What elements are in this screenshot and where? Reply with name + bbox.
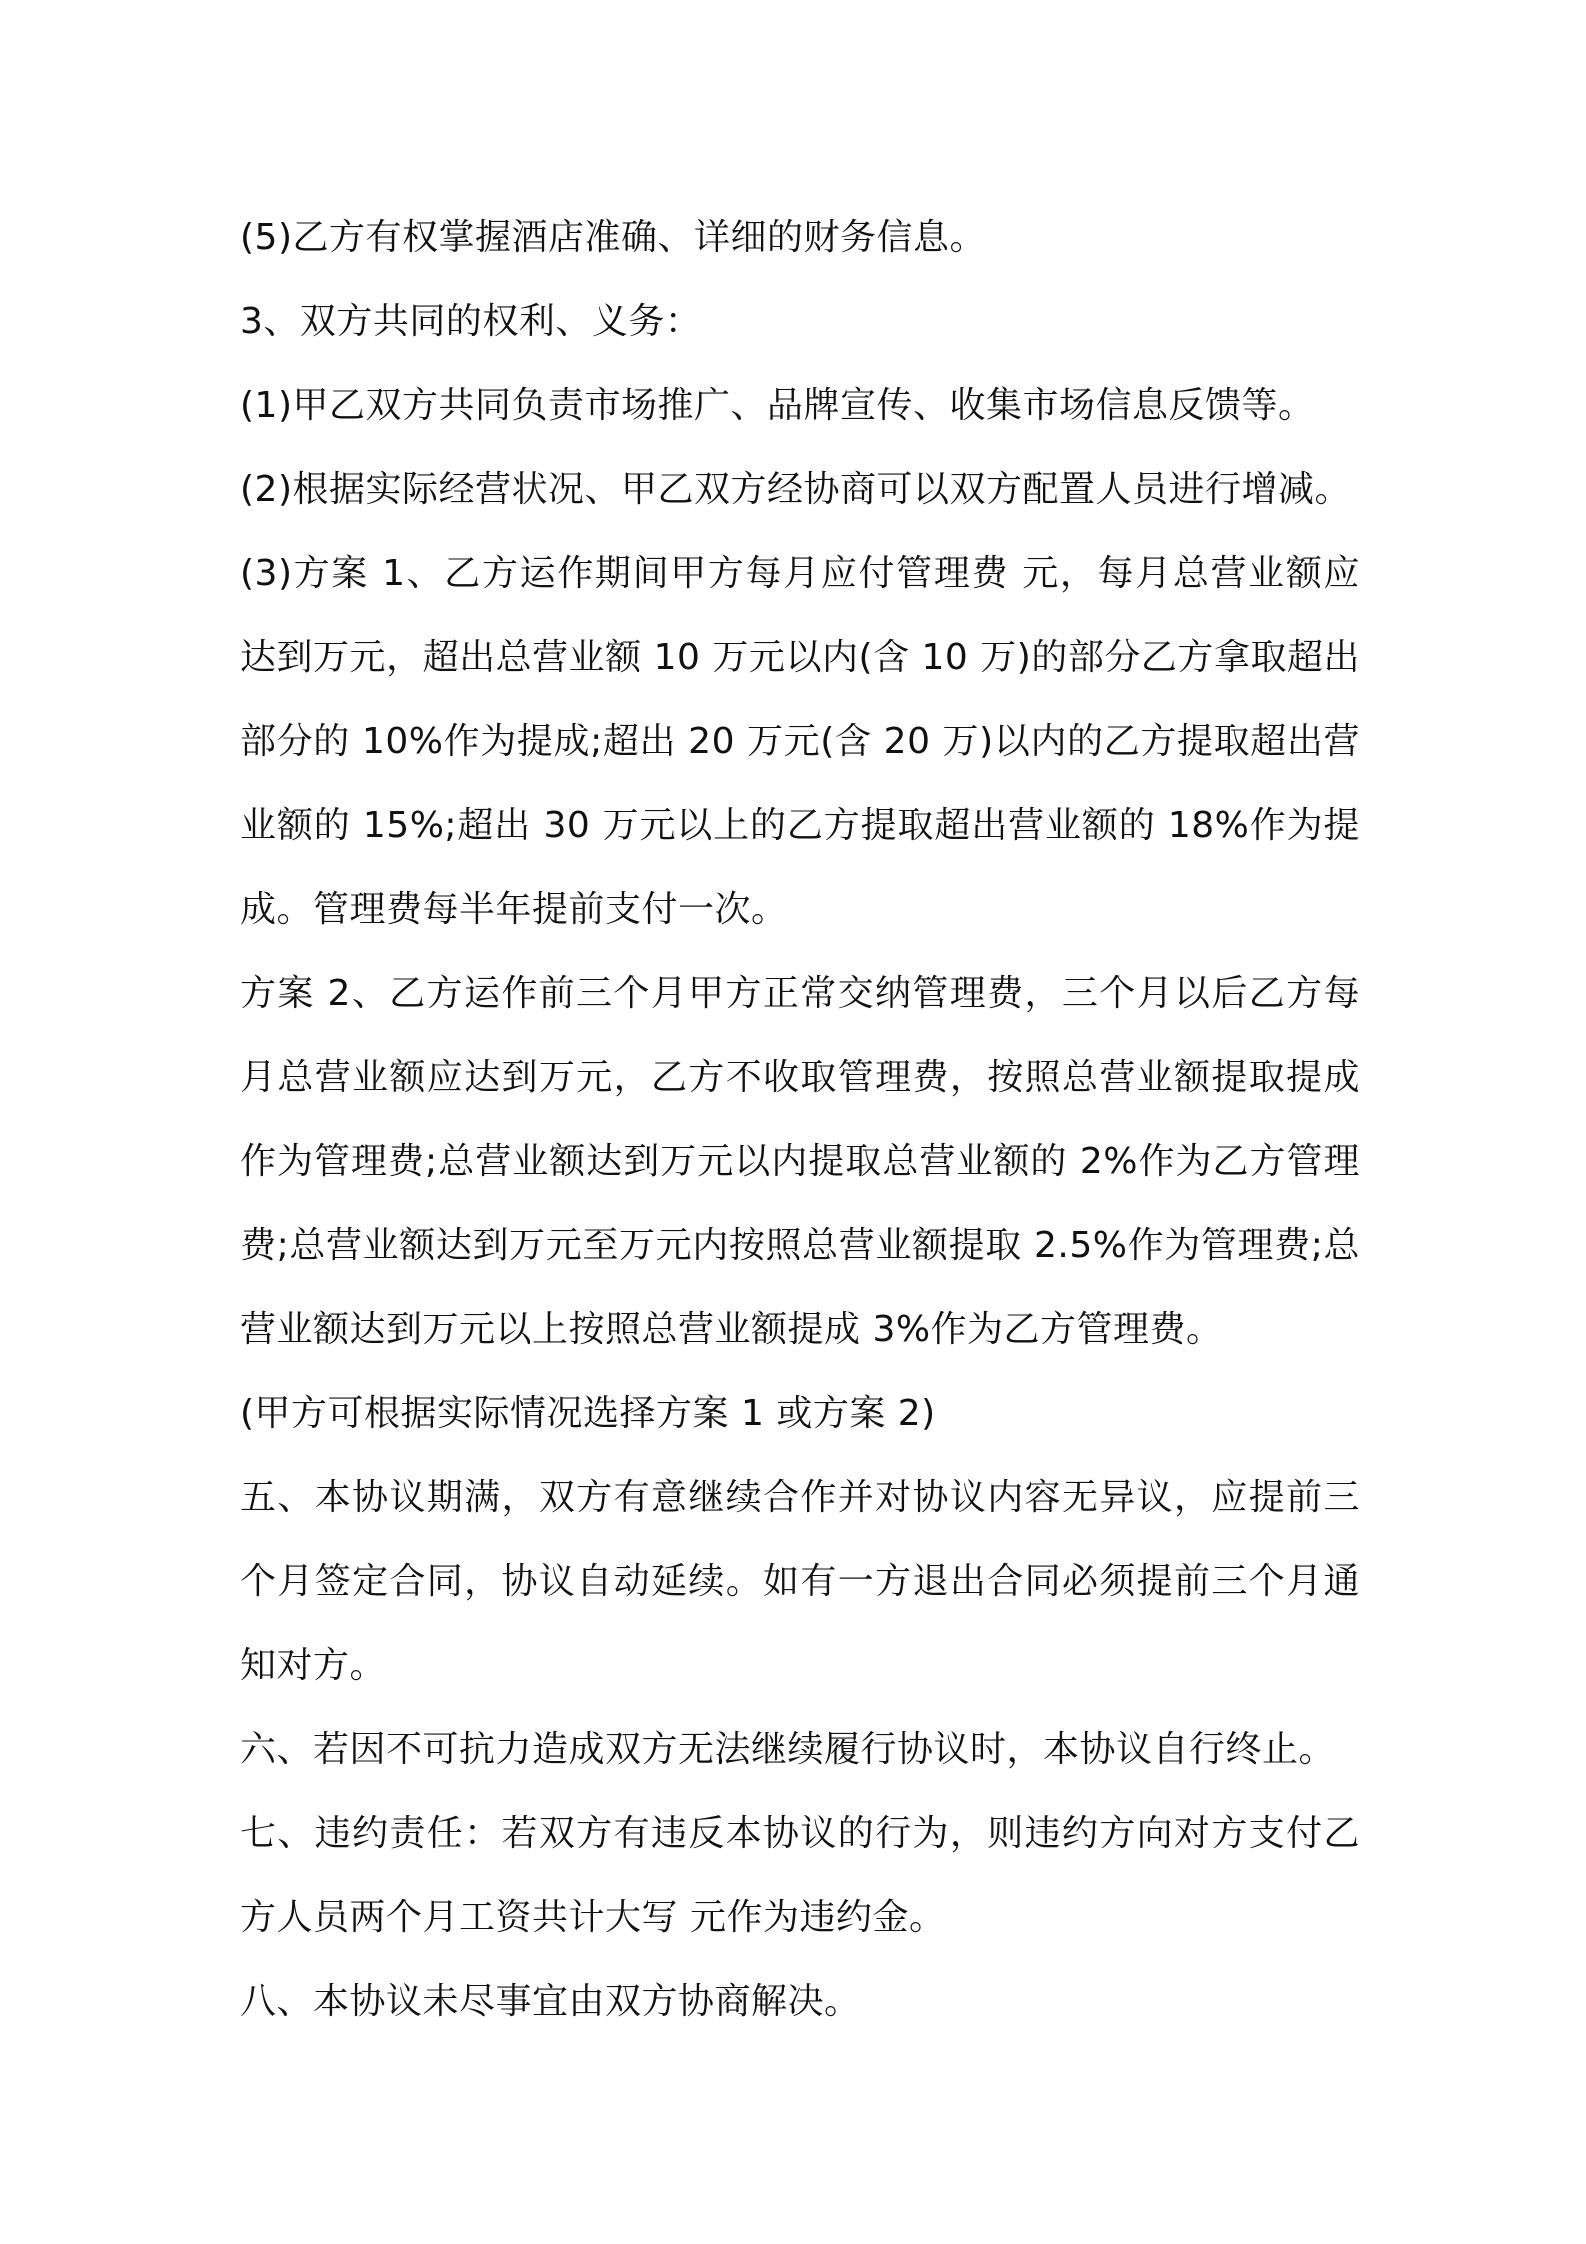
paragraph-finance-info: (5)乙方有权掌握酒店准确、详细的财务信息。 bbox=[240, 217, 986, 258]
paragraph-joint-rights-heading: 3、双方共同的权利、义务： bbox=[240, 301, 702, 342]
paragraph-plan-1: (3)方案 1、乙方运作期间甲方每月应付管理费 元，每月总营业额应达到万元，超出总营业额 10 万元以内(含 10 万)的部分乙方拿取超出部分的 10%作为提成;超出 20 万元(含 20 万)以内的乙方提取超出营业额的 15%;超出 30 万元以上的乙方提取超出营业额的 18%作为提成。管理费每半年提前支付一次。 bbox=[240, 553, 1360, 930]
paragraph-section-7-breach: 七、违约责任：若双方有违反本协议的行为，则违约方向对方支付乙方人员两个月工资共计大写 元作为违约金。 bbox=[240, 1813, 1360, 1938]
paragraph-section-8-other-matters: 八、本协议未尽事宜由双方协商解决。 bbox=[240, 1981, 861, 2022]
paragraph-staff-adjustment: (2)根据实际经营状况、甲乙双方经协商可以双方配置人员进行增减。 bbox=[240, 469, 1351, 510]
paragraph-market-promotion: (1)甲乙双方共同负责市场推广、品牌宣传、收集市场信息反馈等。 bbox=[240, 385, 1315, 426]
paragraph-section-5-renewal: 五、本协议期满，双方有意继续合作并对协议内容无异议，应提前三个月签定合同，协议自动延续。如有一方退出合同必须提前三个月通知对方。 bbox=[240, 1477, 1360, 1686]
paragraph-section-6-force-majeure: 六、若因不可抗力造成双方无法继续履行协议时，本协议自行终止。 bbox=[240, 1729, 1336, 1770]
paragraph-plan-2: 方案 2、乙方运作前三个月甲方正常交纳管理费，三个月以后乙方每月总营业额应达到万元，乙方不收取管理费，按照总营业额提取提成作为管理费;总营业额达到万元以内提取总营业额的 2%作为乙方管理费;总营业额达到万元至万元内按照总营业额提取 2.5%作为管理费;总营业额达到万元以上按照总营业额提成 3%作为乙方管理费。 bbox=[240, 973, 1360, 1350]
paragraph-plan-choice: (甲方可根据实际情况选择方案 1 或方案 2) bbox=[240, 1393, 936, 1434]
document-body bbox=[240, 196, 1360, 2044]
